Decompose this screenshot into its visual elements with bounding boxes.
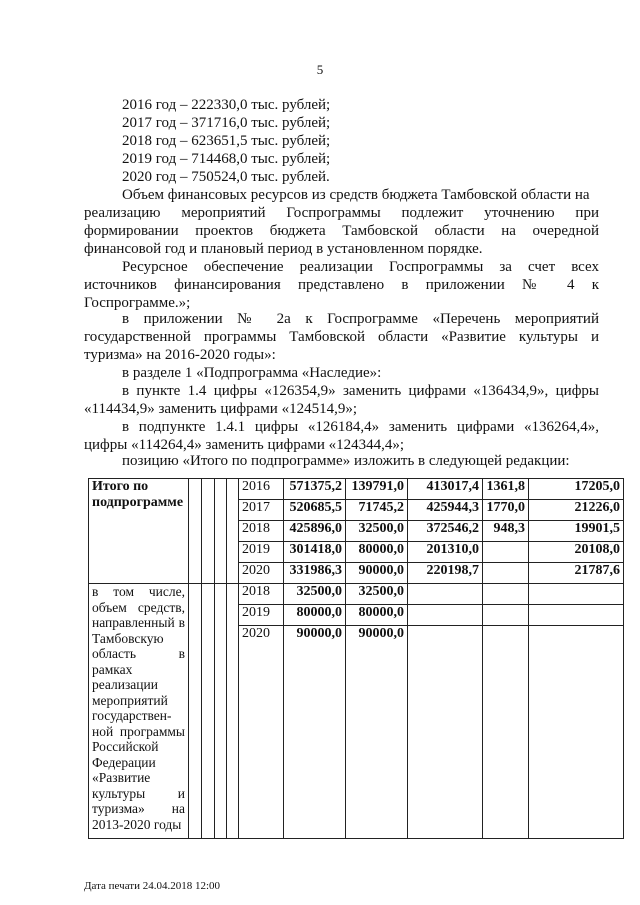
other-cell: 21787,6 (529, 563, 624, 584)
local-cell: 1770,0 (483, 500, 529, 521)
paragraph-line: туризма» на 2016-2020 годы»: (84, 347, 276, 363)
other-cell: 17205,0 (529, 479, 624, 500)
total-label-cell: Итого по подпрограмме (89, 479, 189, 584)
total-cell: 425896,0 (284, 521, 346, 542)
total-cell: 571375,2 (284, 479, 346, 500)
paragraph-line: государственной программы Тамбовской области «Развитие культуры и (84, 329, 599, 345)
budget-line-2019: 2019 год – 714468,0 тыс. рублей; (122, 151, 331, 167)
total-cell: 80000,0 (284, 605, 346, 626)
total-cell: 520685,5 (284, 500, 346, 521)
subprogram-total-table (88, 478, 624, 839)
paragraph-line: в приложении № 2а к Госпрограмме «Перечень мероприятий (122, 311, 599, 327)
subitem-1-4-1-paragraph (84, 418, 599, 454)
budget-line-2018: 2018 год – 623651,5 тыс. рублей; (122, 133, 331, 149)
paragraph-line: финансовой год и плановый период в установленном порядке. (84, 241, 483, 257)
total-cell: 32500,0 (284, 584, 346, 605)
regional-cell: 425944,3 (408, 500, 483, 521)
paragraph-line: источников финансирования представлено в приложении № 4 к (84, 277, 599, 293)
budget-line-2017: 2017 год – 371716,0 тыс. рублей; (122, 115, 331, 131)
year-cell: 2020 (239, 626, 284, 839)
federal-cell: 90000,0 (346, 626, 408, 839)
federal-cell: 32500,0 (346, 584, 408, 605)
paragraph-line: Госпрограмме.»; (84, 295, 191, 311)
regional-cell: 201310,0 (408, 542, 483, 563)
federal-cell: 80000,0 (346, 542, 408, 563)
print-date-footer: Дата печати 24.04.2018 12:00 (84, 880, 221, 892)
page-number: 5 (316, 62, 324, 77)
budget-line-2020: 2020 год – 750524,0 тыс. рублей. (122, 169, 330, 185)
paragraph-line: «114434,9» заменить цифрами «124514,9»; (84, 401, 357, 417)
paragraph-line: Объем финансовых ресурсов из средств бюджета Тамбовской области на (122, 187, 590, 203)
federal-cell: 32500,0 (346, 521, 408, 542)
total-cell: 331986,3 (284, 563, 346, 584)
year-cell: 2018 (239, 521, 284, 542)
local-cell: 948,3 (483, 521, 529, 542)
paragraph-line: реализацию мероприятий Госпрограммы подлежит уточнению при (84, 205, 599, 221)
other-cell: 19901,5 (529, 521, 624, 542)
federal-cell: 71745,2 (346, 500, 408, 521)
resource-support-paragraph (84, 258, 599, 312)
item-1-4-paragraph (84, 382, 599, 418)
other-cell: 20108,0 (529, 542, 624, 563)
financing-clarification-paragraph (84, 186, 599, 258)
total-cell: 301418,0 (284, 542, 346, 563)
year-cell: 2018 (239, 584, 284, 605)
federal-cell: 90000,0 (346, 563, 408, 584)
total-cell: 90000,0 (284, 626, 346, 839)
paragraph-line: цифры «114264,4» заменить цифрами «124344,4»; (84, 437, 405, 453)
table-row (89, 584, 624, 605)
paragraph-line: в подпункте 1.4.1 цифры «126184,4» заменить цифрами «136264,4», (122, 419, 599, 435)
local-cell: 1361,8 (483, 479, 529, 500)
federal-program-description-cell: в том числе, объем средств, направленный в Тамбовскую область в рамках реализации мероприятий государствен-ной программы Российской Федерации «Развитие культуры и туризма» на 2013-2020 годы (89, 584, 189, 839)
year-cell: 2017 (239, 500, 284, 521)
table-row (89, 479, 624, 500)
budget-line-2016: 2016 год – 222330,0 тыс. рублей; (122, 97, 331, 113)
regional-cell: 220198,7 (408, 563, 483, 584)
other-cell: 21226,0 (529, 500, 624, 521)
year-cell: 2016 (239, 479, 284, 500)
budget-by-year-list (122, 96, 330, 186)
paragraph-line: Ресурсное обеспечение реализации Госпрограммы за счет всех (122, 259, 599, 275)
local-cell (483, 542, 529, 563)
regional-cell: 413017,4 (408, 479, 483, 500)
year-cell: 2019 (239, 542, 284, 563)
regional-cell: 372546,2 (408, 521, 483, 542)
paragraph-line: в пункте 1.4 цифры «126354,9» заменить цифрами «136434,9», цифры (122, 383, 599, 399)
federal-cell: 139791,0 (346, 479, 408, 500)
appendix-2a-paragraph (84, 310, 599, 364)
year-cell: 2019 (239, 605, 284, 626)
federal-cell: 80000,0 (346, 605, 408, 626)
year-cell: 2020 (239, 563, 284, 584)
section-1-paragraph: в разделе 1 «Подпрограмма «Наследие»: (122, 365, 382, 381)
position-total-paragraph: позицию «Итого по подпрограмме» изложить в следующей редакции: (122, 453, 570, 469)
paragraph-line: формировании проектов бюджета Тамбовской области на очередной (84, 223, 599, 239)
local-cell (483, 563, 529, 584)
